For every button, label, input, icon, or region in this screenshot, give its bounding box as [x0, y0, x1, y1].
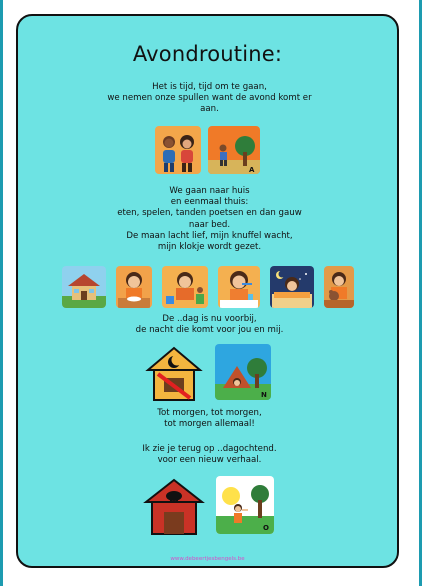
letter-o: O	[262, 524, 269, 532]
letter-n: N	[261, 391, 267, 399]
red-house-elephant-icon	[142, 476, 206, 536]
stanza-line: de nacht die komt voor jou en mij.	[135, 325, 284, 336]
night-house-icon	[144, 344, 204, 402]
child-sleeping-tent-icon	[215, 344, 271, 400]
stanza-line: Tot morgen, tot morgen,	[157, 408, 262, 418]
stanza-line: we nemen onze spullen want de avond komt er	[107, 93, 312, 104]
website-footer[interactable]: www.debeertjesbengels.be	[170, 556, 245, 562]
child-walking-home-icon	[208, 126, 260, 174]
children-with-backpacks-icon	[155, 126, 201, 174]
stanza-2	[58, 186, 361, 253]
stanza-line: mijn klokje wordt gezet.	[157, 242, 262, 253]
pictogram-row-1	[18, 126, 397, 174]
pictogram-row-4	[18, 476, 397, 536]
child-brushing-teeth-icon	[218, 266, 260, 308]
pictogram-row-3	[18, 344, 397, 402]
stanza-line: De ..dag is nu voorbij,	[162, 314, 257, 324]
stanza-line: voor een nieuw verhaal.	[157, 455, 262, 466]
child-eating-icon	[116, 266, 152, 308]
content-card	[16, 14, 399, 568]
pictogram-row-2	[18, 266, 397, 308]
child-playing-icon	[162, 266, 208, 308]
child-with-teddy-icon	[324, 266, 354, 308]
stanza-1	[58, 82, 361, 116]
child-in-bed-moon-icon	[270, 266, 314, 308]
stanza-line: eten, spelen, tanden poetsen en dan gauw	[117, 208, 302, 219]
stanza-line: De maan lacht lief, mijn knuffel wacht,	[126, 230, 293, 241]
stanza-4	[58, 408, 361, 430]
stanza-3	[58, 314, 361, 336]
stanza-line: Ik zie je terug op ..dagochtend.	[142, 444, 277, 454]
house-icon	[62, 266, 106, 308]
stanza-line: en eenmaal thuis:	[170, 197, 249, 208]
child-waving-morning-icon	[216, 476, 274, 534]
stanza-line: Het is tijd, tijd om te gaan,	[152, 82, 267, 92]
stanza-line: naar bed.	[188, 219, 231, 230]
stanza-line: We gaan naar huis	[169, 186, 250, 196]
letter-a: A	[249, 166, 255, 174]
stanza-line: aan.	[200, 104, 219, 115]
page-title: Avondroutine:	[132, 42, 283, 66]
stanza-5	[58, 444, 361, 466]
stanza-line: tot morgen allemaal!	[164, 419, 255, 430]
